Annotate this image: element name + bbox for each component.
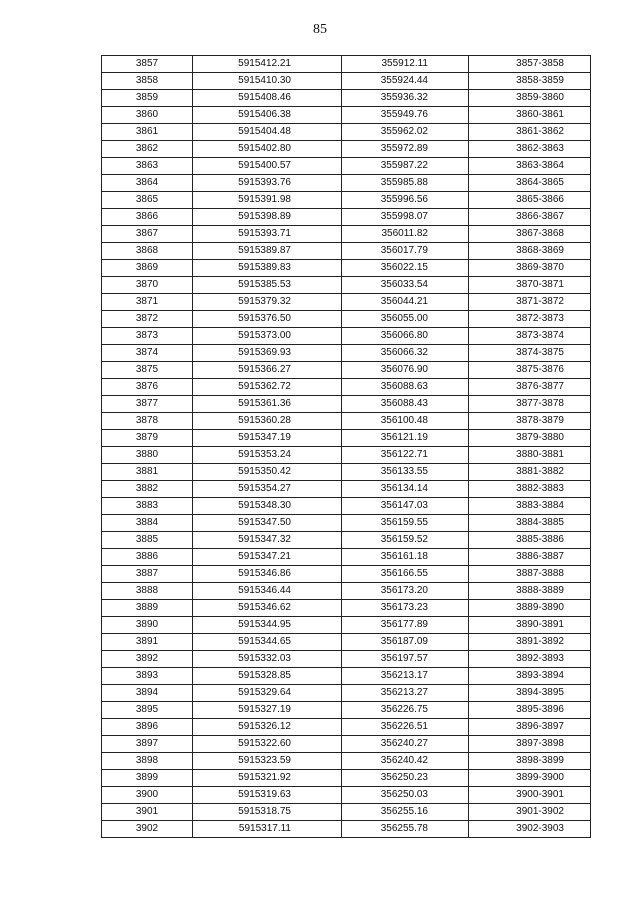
point-number-cell: 3891 — [102, 634, 193, 651]
point-number-cell: 3860 — [102, 107, 193, 124]
point-number-cell: 3865 — [102, 192, 193, 209]
y-coordinate-cell: 355924.44 — [342, 73, 469, 90]
table-row — [102, 634, 591, 651]
point-number-cell: 3889 — [102, 600, 193, 617]
x-coordinate-cell: 5915326.12 — [193, 719, 342, 736]
segment-cell: 3892-3893 — [469, 651, 591, 668]
segment-cell: 3859-3860 — [469, 90, 591, 107]
point-number-cell: 3876 — [102, 379, 193, 396]
point-number-cell: 3861 — [102, 124, 193, 141]
table-row — [102, 73, 591, 90]
y-coordinate-cell: 356161.18 — [342, 549, 469, 566]
y-coordinate-cell: 356088.63 — [342, 379, 469, 396]
segment-cell: 3865-3866 — [469, 192, 591, 209]
table-row — [102, 787, 591, 804]
point-number-cell: 3885 — [102, 532, 193, 549]
y-coordinate-cell: 356187.09 — [342, 634, 469, 651]
y-coordinate-cell: 356226.75 — [342, 702, 469, 719]
segment-cell: 3898-3899 — [469, 753, 591, 770]
x-coordinate-cell: 5915332.03 — [193, 651, 342, 668]
point-number-cell: 3871 — [102, 294, 193, 311]
segment-cell: 3902-3903 — [469, 821, 591, 838]
segment-cell: 3890-3891 — [469, 617, 591, 634]
y-coordinate-cell: 356055.00 — [342, 311, 469, 328]
x-coordinate-cell: 5915385.53 — [193, 277, 342, 294]
y-coordinate-cell: 356017.79 — [342, 243, 469, 260]
x-coordinate-cell: 5915317.11 — [193, 821, 342, 838]
point-number-cell: 3887 — [102, 566, 193, 583]
table-row — [102, 243, 591, 260]
point-number-cell: 3882 — [102, 481, 193, 498]
x-coordinate-cell: 5915346.44 — [193, 583, 342, 600]
point-number-cell: 3899 — [102, 770, 193, 787]
x-coordinate-cell: 5915410.30 — [193, 73, 342, 90]
segment-cell: 3873-3874 — [469, 328, 591, 345]
x-coordinate-cell: 5915373.00 — [193, 328, 342, 345]
table-row — [102, 379, 591, 396]
x-coordinate-cell: 5915348.30 — [193, 498, 342, 515]
segment-cell: 3881-3882 — [469, 464, 591, 481]
table-row — [102, 90, 591, 107]
table-row — [102, 532, 591, 549]
x-coordinate-cell: 5915347.32 — [193, 532, 342, 549]
table-row — [102, 583, 591, 600]
point-number-cell: 3896 — [102, 719, 193, 736]
x-coordinate-cell: 5915319.63 — [193, 787, 342, 804]
point-number-cell: 3858 — [102, 73, 193, 90]
x-coordinate-cell: 5915350.42 — [193, 464, 342, 481]
table-row — [102, 566, 591, 583]
point-number-cell: 3901 — [102, 804, 193, 821]
segment-cell: 3861-3862 — [469, 124, 591, 141]
point-number-cell: 3869 — [102, 260, 193, 277]
y-coordinate-cell: 356240.42 — [342, 753, 469, 770]
y-coordinate-cell: 356088.43 — [342, 396, 469, 413]
y-coordinate-cell: 356122.71 — [342, 447, 469, 464]
page-number: 85 — [313, 22, 327, 37]
y-coordinate-cell: 356213.17 — [342, 668, 469, 685]
x-coordinate-cell: 5915347.50 — [193, 515, 342, 532]
x-coordinate-cell: 5915376.50 — [193, 311, 342, 328]
y-coordinate-cell: 356197.57 — [342, 651, 469, 668]
segment-cell: 3866-3867 — [469, 209, 591, 226]
point-number-cell: 3875 — [102, 362, 193, 379]
coordinates-table — [101, 55, 591, 838]
table-row — [102, 702, 591, 719]
x-coordinate-cell: 5915347.19 — [193, 430, 342, 447]
y-coordinate-cell: 356173.20 — [342, 583, 469, 600]
point-number-cell: 3872 — [102, 311, 193, 328]
point-number-cell: 3892 — [102, 651, 193, 668]
point-number-cell: 3894 — [102, 685, 193, 702]
table-row — [102, 56, 591, 73]
y-coordinate-cell: 355949.76 — [342, 107, 469, 124]
segment-cell: 3863-3864 — [469, 158, 591, 175]
y-coordinate-cell: 355998.07 — [342, 209, 469, 226]
table-row — [102, 685, 591, 702]
x-coordinate-cell: 5915366.27 — [193, 362, 342, 379]
table-row — [102, 498, 591, 515]
segment-cell: 3869-3870 — [469, 260, 591, 277]
segment-cell: 3870-3871 — [469, 277, 591, 294]
table-row — [102, 736, 591, 753]
segment-cell: 3884-3885 — [469, 515, 591, 532]
x-coordinate-cell: 5915322.60 — [193, 736, 342, 753]
segment-cell: 3857-3858 — [469, 56, 591, 73]
table-row — [102, 464, 591, 481]
table-row — [102, 294, 591, 311]
y-coordinate-cell: 356255.16 — [342, 804, 469, 821]
point-number-cell: 3862 — [102, 141, 193, 158]
x-coordinate-cell: 5915354.27 — [193, 481, 342, 498]
y-coordinate-cell: 355912.11 — [342, 56, 469, 73]
table-row — [102, 804, 591, 821]
segment-cell: 3897-3898 — [469, 736, 591, 753]
x-coordinate-cell: 5915362.72 — [193, 379, 342, 396]
point-number-cell: 3883 — [102, 498, 193, 515]
table-row — [102, 175, 591, 192]
table-row — [102, 668, 591, 685]
table-row — [102, 719, 591, 736]
y-coordinate-cell: 356066.32 — [342, 345, 469, 362]
point-number-cell: 3879 — [102, 430, 193, 447]
segment-cell: 3879-3880 — [469, 430, 591, 447]
point-number-cell: 3874 — [102, 345, 193, 362]
table-row — [102, 447, 591, 464]
y-coordinate-cell: 356011.82 — [342, 226, 469, 243]
table-row — [102, 311, 591, 328]
segment-cell: 3883-3884 — [469, 498, 591, 515]
segment-cell: 3868-3869 — [469, 243, 591, 260]
segment-cell: 3858-3859 — [469, 73, 591, 90]
table-body — [102, 56, 591, 838]
segment-cell: 3867-3868 — [469, 226, 591, 243]
segment-cell: 3885-3886 — [469, 532, 591, 549]
segment-cell: 3896-3897 — [469, 719, 591, 736]
table-row — [102, 651, 591, 668]
y-coordinate-cell: 356066.80 — [342, 328, 469, 345]
table-row — [102, 124, 591, 141]
table-row — [102, 277, 591, 294]
y-coordinate-cell: 356213.27 — [342, 685, 469, 702]
point-number-cell: 3859 — [102, 90, 193, 107]
table-row — [102, 107, 591, 124]
point-number-cell: 3880 — [102, 447, 193, 464]
x-coordinate-cell: 5915402.80 — [193, 141, 342, 158]
x-coordinate-cell: 5915346.86 — [193, 566, 342, 583]
table-row — [102, 481, 591, 498]
y-coordinate-cell: 356250.03 — [342, 787, 469, 804]
x-coordinate-cell: 5915406.38 — [193, 107, 342, 124]
table-row — [102, 770, 591, 787]
segment-cell: 3872-3873 — [469, 311, 591, 328]
segment-cell: 3886-3887 — [469, 549, 591, 566]
y-coordinate-cell: 356226.51 — [342, 719, 469, 736]
x-coordinate-cell: 5915393.71 — [193, 226, 342, 243]
segment-cell: 3882-3883 — [469, 481, 591, 498]
segment-cell: 3878-3879 — [469, 413, 591, 430]
y-coordinate-cell: 355962.02 — [342, 124, 469, 141]
x-coordinate-cell: 5915346.62 — [193, 600, 342, 617]
x-coordinate-cell: 5915353.24 — [193, 447, 342, 464]
point-number-cell: 3898 — [102, 753, 193, 770]
x-coordinate-cell: 5915329.64 — [193, 685, 342, 702]
x-coordinate-cell: 5915360.28 — [193, 413, 342, 430]
x-coordinate-cell: 5915408.46 — [193, 90, 342, 107]
table-row — [102, 328, 591, 345]
segment-cell: 3894-3895 — [469, 685, 591, 702]
table-row — [102, 141, 591, 158]
table-row — [102, 260, 591, 277]
table-row — [102, 192, 591, 209]
point-number-cell: 3890 — [102, 617, 193, 634]
table-row — [102, 209, 591, 226]
table-row — [102, 396, 591, 413]
segment-cell: 3888-3889 — [469, 583, 591, 600]
segment-cell: 3862-3863 — [469, 141, 591, 158]
segment-cell: 3893-3894 — [469, 668, 591, 685]
segment-cell: 3887-3888 — [469, 566, 591, 583]
table-row — [102, 600, 591, 617]
x-coordinate-cell: 5915344.95 — [193, 617, 342, 634]
x-coordinate-cell: 5915400.57 — [193, 158, 342, 175]
y-coordinate-cell: 356250.23 — [342, 770, 469, 787]
point-number-cell: 3866 — [102, 209, 193, 226]
x-coordinate-cell: 5915344.65 — [193, 634, 342, 651]
segment-cell: 3874-3875 — [469, 345, 591, 362]
point-number-cell: 3897 — [102, 736, 193, 753]
point-number-cell: 3895 — [102, 702, 193, 719]
x-coordinate-cell: 5915369.93 — [193, 345, 342, 362]
x-coordinate-cell: 5915379.32 — [193, 294, 342, 311]
y-coordinate-cell: 356147.03 — [342, 498, 469, 515]
y-coordinate-cell: 355985.88 — [342, 175, 469, 192]
x-coordinate-cell: 5915323.59 — [193, 753, 342, 770]
y-coordinate-cell: 356033.54 — [342, 277, 469, 294]
x-coordinate-cell: 5915404.48 — [193, 124, 342, 141]
x-coordinate-cell: 5915347.21 — [193, 549, 342, 566]
point-number-cell: 3878 — [102, 413, 193, 430]
point-number-cell: 3900 — [102, 787, 193, 804]
x-coordinate-cell: 5915328.85 — [193, 668, 342, 685]
segment-cell: 3901-3902 — [469, 804, 591, 821]
table-row — [102, 413, 591, 430]
y-coordinate-cell: 355996.56 — [342, 192, 469, 209]
table-row — [102, 549, 591, 566]
y-coordinate-cell: 356166.55 — [342, 566, 469, 583]
point-number-cell: 3863 — [102, 158, 193, 175]
point-number-cell: 3902 — [102, 821, 193, 838]
y-coordinate-cell: 356173.23 — [342, 600, 469, 617]
table-row — [102, 617, 591, 634]
point-number-cell: 3857 — [102, 56, 193, 73]
y-coordinate-cell: 356159.55 — [342, 515, 469, 532]
point-number-cell: 3873 — [102, 328, 193, 345]
x-coordinate-cell: 5915318.75 — [193, 804, 342, 821]
point-number-cell: 3867 — [102, 226, 193, 243]
point-number-cell: 3877 — [102, 396, 193, 413]
y-coordinate-cell: 356255.78 — [342, 821, 469, 838]
point-number-cell: 3886 — [102, 549, 193, 566]
x-coordinate-cell: 5915412.21 — [193, 56, 342, 73]
y-coordinate-cell: 356022.15 — [342, 260, 469, 277]
y-coordinate-cell: 356100.48 — [342, 413, 469, 430]
y-coordinate-cell: 356240.27 — [342, 736, 469, 753]
table-row — [102, 345, 591, 362]
y-coordinate-cell: 356159.52 — [342, 532, 469, 549]
table-row — [102, 362, 591, 379]
segment-cell: 3877-3878 — [469, 396, 591, 413]
segment-cell: 3889-3890 — [469, 600, 591, 617]
point-number-cell: 3870 — [102, 277, 193, 294]
segment-cell: 3871-3872 — [469, 294, 591, 311]
y-coordinate-cell: 355972.89 — [342, 141, 469, 158]
y-coordinate-cell: 356121.19 — [342, 430, 469, 447]
point-number-cell: 3864 — [102, 175, 193, 192]
table-row — [102, 821, 591, 838]
x-coordinate-cell: 5915321.92 — [193, 770, 342, 787]
point-number-cell: 3884 — [102, 515, 193, 532]
point-number-cell: 3868 — [102, 243, 193, 260]
y-coordinate-cell: 355936.32 — [342, 90, 469, 107]
y-coordinate-cell: 356177.89 — [342, 617, 469, 634]
x-coordinate-cell: 5915389.87 — [193, 243, 342, 260]
table-row — [102, 430, 591, 447]
table-row — [102, 515, 591, 532]
point-number-cell: 3888 — [102, 583, 193, 600]
segment-cell: 3895-3896 — [469, 702, 591, 719]
y-coordinate-cell: 356076.90 — [342, 362, 469, 379]
segment-cell: 3899-3900 — [469, 770, 591, 787]
point-number-cell: 3893 — [102, 668, 193, 685]
segment-cell: 3880-3881 — [469, 447, 591, 464]
table-row — [102, 158, 591, 175]
y-coordinate-cell: 356044.21 — [342, 294, 469, 311]
segment-cell: 3864-3865 — [469, 175, 591, 192]
y-coordinate-cell: 356134.14 — [342, 481, 469, 498]
segment-cell: 3891-3892 — [469, 634, 591, 651]
table-row — [102, 226, 591, 243]
y-coordinate-cell: 356133.55 — [342, 464, 469, 481]
x-coordinate-cell: 5915391.98 — [193, 192, 342, 209]
table-row — [102, 753, 591, 770]
x-coordinate-cell: 5915398.89 — [193, 209, 342, 226]
segment-cell: 3900-3901 — [469, 787, 591, 804]
x-coordinate-cell: 5915393.76 — [193, 175, 342, 192]
x-coordinate-cell: 5915361.36 — [193, 396, 342, 413]
segment-cell: 3860-3861 — [469, 107, 591, 124]
x-coordinate-cell: 5915389.83 — [193, 260, 342, 277]
x-coordinate-cell: 5915327.19 — [193, 702, 342, 719]
y-coordinate-cell: 355987.22 — [342, 158, 469, 175]
point-number-cell: 3881 — [102, 464, 193, 481]
segment-cell: 3875-3876 — [469, 362, 591, 379]
segment-cell: 3876-3877 — [469, 379, 591, 396]
